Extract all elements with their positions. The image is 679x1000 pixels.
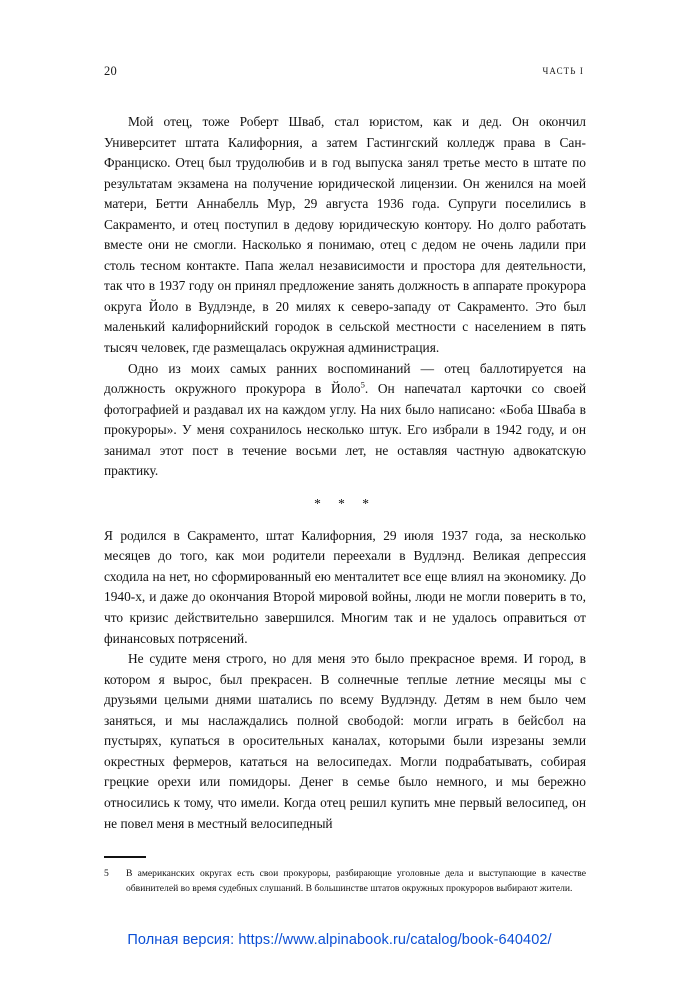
- paragraph-1: Мой отец, тоже Роберт Шваб, стал юристом, как и дед. Он окончил Университет штата Калифорния, а затем Гастингский колледж права в Сан-Франциско. Отец был трудолюбив и в год выпуска занял третье место в штате по результатам экзамена на получение юридической лицензии. Он женился на моей матери, Бетти Аннабелль Мур, 29 августа 1936 года. Супруги поселились в Сакраменто, и отец поступил в дедову юридическую контору. Но долго работать вместе они не смогли. Насколько я понимаю, отец с дедом не очень ладили при столь тесном контакте. Папа желал независимости и простора для деятельности, так что в 1937 году он принял предложение занять должность в аппарате прокурора округа Йоло в Вудлэнде, в 20 милях к северо-западу от Сакраменто. Это был маленький калифорнийский городок в сельской местности с населением в пять тысяч человек, где размещалась окружная администрация.: [104, 114, 586, 356]
- promo-link[interactable]: https://www.alpinabook.ru/catalog/book-640402/: [238, 932, 552, 948]
- footnote-area: [104, 856, 586, 896]
- page-content: [104, 112, 586, 834]
- page-number: 20: [104, 64, 118, 78]
- paragraph-3: Я родился в Сакраменто, штат Калифорния, 29 июля 1937 года, за несколько месяцев до того, как мои родители переехали в Вудлэнд. Великая депрессия сходила на нет, но сформированный ею менталитет все еще влиял на экономику. До 1940-х, и даже до окончания Второй мировой войны, люди не могли поверить в то, что кризис действительно завершился. Многим так и не удалось оправиться от финансовых потрясений.: [104, 527, 586, 646]
- page-header: [104, 64, 584, 78]
- paragraph-4: Не судите меня строго, но для меня это было прекрасное время. И город, в котором я вырос, был прекрасен. В солнечные теплые летние месяцы мы с друзьями целыми днями шатались по всему Вудлэнду. Детям в нем было чем заняться, и мы наслаждались полной свободой: могли играть в бейсбол на пустырях, купаться в оросительных каналах, которыми были изрезаны земли окрестных фермеров, кататься на велосипедах. Могли подрабатывать, собирая грецкие орехи или помидоры. Денег в семье было немного, и мы бережно относились к тому, что имели. Когда отец решил купить мне первый велосипед, он не повел меня в местный велосипедный: [104, 651, 586, 831]
- section-break-dinkus: * * *: [314, 495, 376, 511]
- footnote-number: 5: [104, 868, 109, 880]
- promo-prefix: Полная версия:: [127, 932, 239, 948]
- promo-banner[interactable]: [0, 932, 679, 948]
- running-head: ЧАСТЬ I: [542, 66, 584, 76]
- paragraph-2-after: . Он напечатал карточки со своей фотографией и раздавал их на каждом углу. На них было написано: «Боба Шваба в прокуроры». У меня сохранилось несколько штук. Его избрали в 1942 году, и он занимал этот пост в течение восьми лет, не оставляя частную адвокатскую практику.: [104, 381, 586, 479]
- footnote-text: В американских округах есть свои прокуроры, разбирающие уголовные дела и выступающие в качестве обвинителей во время судебных слушаний. В большинстве штатов окружных прокуроров выбирают жители.: [126, 868, 586, 894]
- footnote-reference-5[interactable]: 5: [360, 379, 365, 390]
- paragraph-2-before: Одно из моих самых ранних воспоминаний — отец баллотируется на должность окружного прокурора в Йоло: [104, 360, 586, 397]
- footnote-item: [104, 867, 586, 896]
- paragraph-2: [104, 359, 586, 482]
- footnote-separator-rule: [104, 856, 146, 858]
